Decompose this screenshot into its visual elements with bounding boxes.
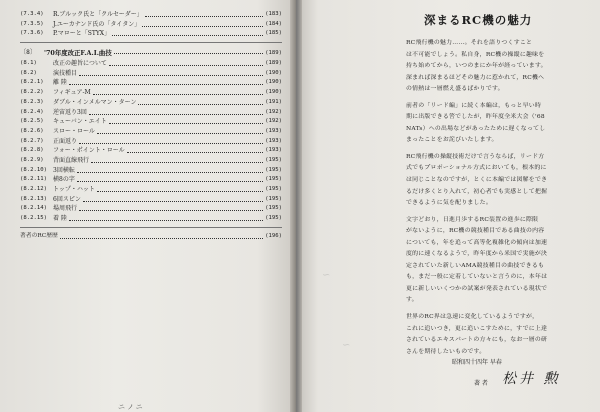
toc-page-number: (183) [265,11,282,17]
toc-divider [20,42,282,43]
preface-line: がないように，RC機の競技種目である曲技の内容 [406,228,545,235]
toc-page-number: (193) [265,127,282,134]
preface-line: 定されていた新しいAMA競技種目の曲技できるも [406,262,545,269]
toc-row [20,175,282,185]
toc-row [20,47,282,59]
left-page-footer: ニノニ [118,403,145,411]
preface-line: 深まれば深まるほどその魅力に惹かれて，RC機へ [406,74,545,81]
preface-line: 持ち始めてから，いつのまにか年が経っています。 [406,63,547,70]
toc-page-number: (195) [265,205,282,212]
preface-line: 式でもプロポーショナル方式においても，根本的に [406,165,547,172]
toc-page-number: (193) [265,137,282,144]
preface-line: るだけ多くとり入れて，初心者でも実感として把握 [406,188,548,195]
toc-section-number: (8.2.13) [20,195,47,202]
preface-title: 深まるRC機の魅力 [424,13,533,27]
toc-leader-dots [145,16,263,17]
toc-section-title: キューバン・エイト [53,118,107,126]
toc-divider [20,227,282,228]
toc-section-title: 演技種目 [53,69,78,77]
toc-leader-dots [77,172,263,173]
toc-page-number: (189) [265,60,282,67]
toc-leader-dots [109,123,263,124]
toc-row [20,78,282,88]
preface-line: 世界のRC界は急速に変化しているようですが， [406,314,539,321]
toc-section-number: (8.2.10) [20,166,47,173]
toc-section-number: (8.2.6) [20,127,44,134]
toc-page-number: (192) [265,108,282,115]
toc-page-number: (195) [265,186,282,192]
toc-row [20,10,282,20]
preface-line: は不可能でしょう。私自身，RC機の操縦に趣味を [406,51,545,58]
author-label: 著 者 [474,380,488,387]
preface-line: まったことをお詫びいたします。 [406,137,498,144]
toc-leader-dots [69,220,263,221]
preface-line: これに追いつき，更に追いこすために，すでに上達 [406,325,548,332]
toc-row [20,69,282,79]
preface-date: 昭和四十四年 早春 [452,359,502,366]
toc-section-number: (8.2.8) [20,147,44,154]
toc-leader-dots [127,152,264,153]
toc-section-number: (8.2.5) [20,118,44,125]
toc-page-number: (190) [265,69,282,76]
toc-section-number: (7.3.5) [20,20,44,27]
toc-leader-dots [114,53,263,54]
toc-section-title: 6回スピン [53,195,81,203]
toc-section-title: フィギュア-M [53,89,91,97]
toc-section-title: J.ユーカナンド氏の「タイタン」 [53,20,141,28]
toc-page-number: (190) [265,89,282,96]
toc-row [20,185,282,195]
toc-section-title: 正面返り [53,137,78,145]
toc-leader-dots [69,84,263,85]
toc-section-number: (8.1) [20,60,37,67]
toc-section-number: (8.2.2) [20,89,44,96]
toc-row [20,88,282,98]
preface-line: されているエキスパートの方々にも，なお一層の研 [406,337,548,344]
toc-section-title: R.ブルック氏と「クルセーダー」 [53,11,143,18]
toc-section-title: フォー・ポイント・ロール [53,147,125,155]
toc-page-number: (193) [265,147,282,154]
toc-section-title: 着 陸 [53,215,67,223]
preface-line: RC飛行機の操縦技術だけで言うならば，リード方 [406,153,545,160]
preface-line: 期に出版できる筈でしたが，昨年度全米大会（'68 [406,114,545,121]
toc-section-title: 3回横転 [53,166,75,174]
toc-section-number: (8.2.12) [20,186,47,192]
toc-leader-dots [60,238,263,239]
toc-page-number: (195) [265,166,282,173]
preface-line: は同じことなのですが，とくに本編では図解をでき [406,177,548,184]
toc-section-number: (7.3.4) [20,11,44,17]
toc-leader-dots [79,143,263,144]
toc-leader-dots [91,162,263,163]
preface-line: できるように気を配りました。 [406,200,492,207]
toc-page-number: (185) [265,30,282,37]
toc-page-number: (191) [265,98,282,105]
toc-section-number: (8.2) [20,69,37,76]
author-signature: 松井 勲 [502,371,561,387]
toc-leader-dots [83,201,263,202]
toc-row [20,127,282,137]
preface-line: も，まだ一般に定着していないと言うのに，本年は [406,274,548,281]
toc-row [20,232,282,242]
preface-line: 度的に速くなるようで，昨年度から米国で実施が決 [406,251,548,258]
toc-page-number: (196) [265,232,282,239]
toc-section-number: (8.2.11) [20,176,47,183]
toc-page-number: (192) [265,118,282,125]
toc-page-number: (195) [265,195,282,202]
toc-leader-dots [109,65,263,66]
preface-line: 前者の「リード編」に続く本編は，もっと早い時 [406,102,542,109]
preface-line: の情熱は一層燃え盛るばかりです。 [406,86,504,93]
toc-row [20,117,282,127]
book-gutter [290,0,302,412]
toc-leader-dots [138,104,263,105]
toc-section-number: (8.2.7) [20,137,44,144]
toc-section-title: トップ・ハット [53,186,95,193]
toc-row [20,204,282,214]
toc-row [20,59,282,69]
toc-row [20,20,282,30]
preface-line: RC飛行機の魅力……。それを語りつくすこと [406,40,533,46]
toc-section-number: (8.2.4) [20,108,44,115]
preface-line: についても，年を追って高等化複雑化の傾向は加速 [406,239,548,246]
toc-leader-dots [93,94,263,95]
toc-page-number: (184) [265,20,282,27]
toc-section-title: 背面直線飛行 [53,156,90,164]
toc-page-number: (195) [265,215,282,222]
toc-leader-dots [97,133,263,134]
toc-row [20,98,282,108]
toc-row [20,137,282,147]
toc-section-number: (8.2.14) [20,205,47,212]
toc-section-number: (8.2.1) [20,79,44,86]
toc-page-number: (195) [265,156,282,163]
toc-section-title: 改正の趣旨について [53,60,107,68]
toc-row [20,166,282,176]
toc-page-number: (190) [265,79,282,86]
toc-leader-dots [89,114,263,115]
toc-section-title: 場周飛行 [53,205,78,213]
toc-section-title: '70年度改正F.A.I.曲技 [44,49,112,58]
preface-line: 文字どおり，日進月歩するRC装置の進歩に際限 [406,216,539,223]
preface-line: 更に新しいいくつかの試案が発表されている現状で [406,285,548,292]
preface-line: す。 [406,297,418,304]
toc-section-number: (8.2.9) [20,156,44,163]
toc-row [20,156,282,166]
toc-row [20,195,282,205]
preface-body [406,38,584,358]
bleed-through-marks: ∽ ∽ [322,270,351,351]
toc-section-title: ダブル・インメルマン・ターン [53,98,137,106]
table-of-contents [20,10,282,241]
toc-row [20,108,282,118]
toc-section-number: (8.2.15) [20,215,47,222]
toc-leader-dots [79,75,263,76]
toc-leader-dots [77,181,263,182]
toc-section-number: 〔8〕 [20,49,37,57]
preface-line: NATs）への出場などがあったために遅くなってし [406,125,546,132]
toc-section-number: (7.3.6) [20,30,44,37]
toc-section-number: (8.2.3) [20,98,44,105]
toc-section-title: 横8の字 [53,176,75,184]
toc-section-title: 離 陸 [53,79,67,87]
toc-section-number: 著者のRC歴歴 [20,232,58,239]
toc-row [20,146,282,156]
toc-page-number: (195) [265,176,282,183]
toc-page-number: (189) [265,50,282,57]
toc-leader-dots [112,35,263,36]
toc-row [20,214,282,224]
toc-leader-dots [79,210,263,211]
toc-section-title: スロー・ロール [53,127,95,135]
preface-line: さんを期待したいものです。 [406,348,486,355]
toc-leader-dots [142,26,263,27]
toc-leader-dots [97,191,263,192]
toc-row [20,29,282,39]
toc-section-title: P.マローと「STYX」 [53,30,111,38]
toc-section-title: 逆宙返り3回 [53,108,87,116]
